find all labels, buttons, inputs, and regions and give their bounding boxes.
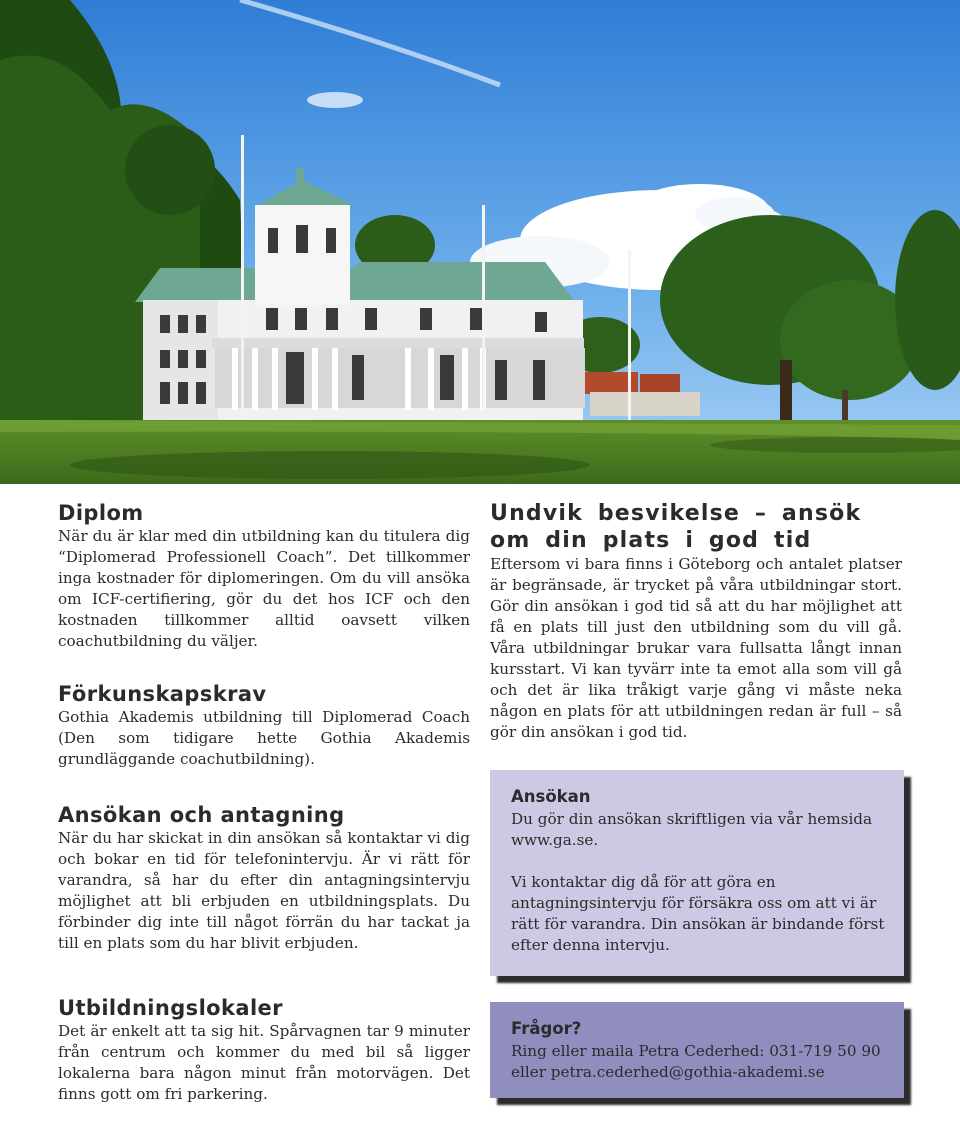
ansokan-antagning-body: När du har skickat in din ansökan så kontaktar vi dig och bokar en tid för telefonintervju. Är vi rätt för varandra, så har du efter din antagningsintervju möjlighet att bli erbjuden en utbildningsplats. Du förbinder dig inte till något förrän du har tackat ja till en plats som du har blivit erbjuden. xyxy=(58,829,470,952)
ansokan-box-line2: Vi kontaktar dig då för att göra en antagningsintervju för försäkra oss om att vi är rätt för varandra. Din ansökan är bindande först efter denna intervju. xyxy=(511,873,885,954)
ansokan-info-box xyxy=(490,770,904,976)
ansokan-antagning-section xyxy=(58,802,470,954)
undvik-heading: Undvik besvikelse – ansök om din plats i god tid xyxy=(490,501,862,553)
undvik-section xyxy=(490,500,902,743)
forkunskapskrav-body: Gothia Akademis utbildning till Diplomerad Coach (Den som tidigare hette Gothia Akademis grundläggande coachutbildning). xyxy=(58,708,470,768)
fragor-info-box xyxy=(490,1002,904,1098)
undvik-body: Eftersom vi bara finns i Göteborg och antalet platser är begränsade, är trycket på våra utbildningar stort. Gör din ansökan i god tid så att du har möjlighet att få en plats till just den utbildning som du vill gå. Våra utbildningar brukar vara fullsatta långt innan kursstart. Vi kan tyvärr inte ta emot alla som vill gå och det är lika tråkigt varje gång vi måste neka någon en plats för att utbildningen redan är full – så gör din ansökan i god tid. xyxy=(490,555,902,741)
fragor-box-heading: Frågor? xyxy=(511,1019,582,1038)
utbildningslokaler-heading: Utbildningslokaler xyxy=(58,996,283,1020)
forkunskapskrav-heading: Förkunskapskrav xyxy=(58,682,267,706)
ansokan-box-heading: Ansökan xyxy=(511,787,591,806)
manor-house-photo xyxy=(0,0,960,484)
diplom-section xyxy=(58,500,470,652)
utbildningslokaler-body: Det är enkelt att ta sig hit. Spårvagnen tar 9 minuter från centrum och kommer du med bil så ligger lokalerna bara någon minut från motorvägen. Det finns gott om fri parkering. xyxy=(58,1022,470,1103)
forkunskapskrav-section xyxy=(58,681,470,770)
ansokan-box-line1: Du gör din ansökan skriftligen via vår hemsida www.ga.se. xyxy=(511,810,873,849)
ansokan-antagning-heading: Ansökan och antagning xyxy=(58,803,345,827)
utbildningslokaler-section xyxy=(58,995,470,1105)
fragor-box-body: Ring eller maila Petra Cederhed: 031-719 50 90 eller petra.cederhed@gothia-akademi.se xyxy=(511,1042,881,1081)
diplom-body: När du är klar med din utbildning kan du titulera dig “Diplomerad Professionell Coach”. Det tillkommer inga kostnader för diplomeringen. Om du vill ansöka om ICF-certifiering, gör du det hos ICF och den kostnaden tillkommer alltid oavsett vilken coachutbildning du väljer. xyxy=(58,527,470,650)
diplom-heading: Diplom xyxy=(58,501,144,525)
